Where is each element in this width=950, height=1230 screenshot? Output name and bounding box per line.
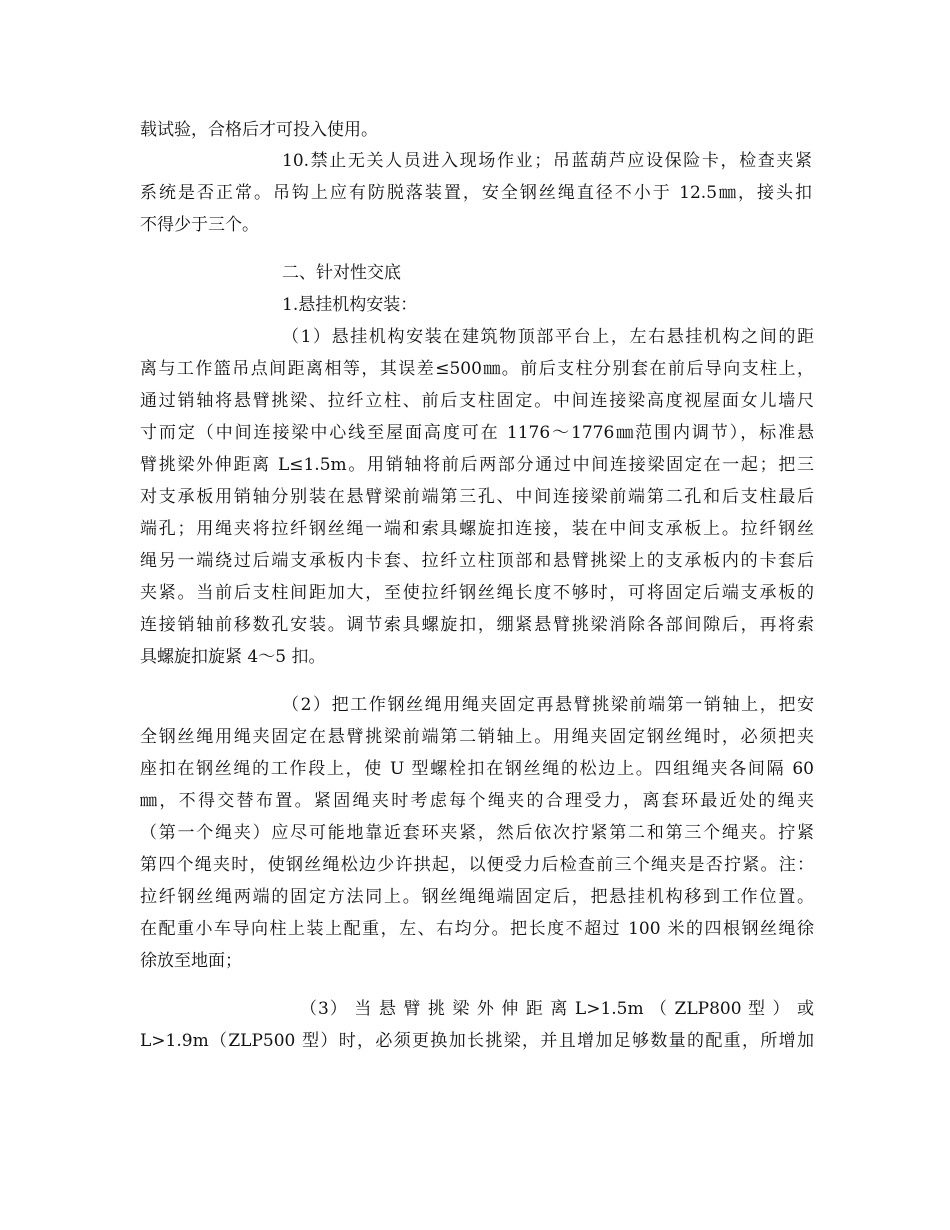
text-line: 端孔；用绳夹将拉纤钢丝绳一端和索具螺旋扣连接，装在中间支承板上。拉纤钢丝 [140,519,814,539]
text-line: 载试验，合格后才可投入使用。 [140,120,378,140]
text-line: 通过销轴将悬臂挑梁、拉纤立柱、前后支柱固定。中间连接梁高度视屋面女儿墙尺 [140,391,814,411]
text-line: L>1.9m（ZLP500 型）时，必须更换加长挑梁，并且增加足够数量的配重，所增加 [140,1031,814,1051]
text-line: 系统是否正常。吊钩上应有防脱落装置，安全钢丝绳直径不小于 12.5㎜，接头扣 [140,183,812,203]
text-line: （3） 当 悬 臂 挑 梁 外 伸 距 离 L>1.5m （ ZLP800 型 ） 或 [300,999,814,1019]
text-line: 拉纤钢丝绳两端的固定方法同上。钢丝绳绳端固定后，把悬挂机构移到工作位置。 [140,887,814,907]
section-heading: 二、针对性交底 [282,263,401,283]
text-line: 绳另一端绕过后端支承板内卡套、拉纤立柱顶部和悬臂挑梁上的支承板内的卡套后 [140,551,814,571]
text-line: 10.禁止无关人员进入现场作业；吊蓝葫芦应设保险卡，检查夹紧 [282,151,812,171]
text-line: ㎜，不得交替布置。紧固绳夹时考虑每个绳夹的合理受力，离套环最近处的绳夹 [140,791,814,811]
text-line: （第一个绳夹）应尽可能地靠近套环夹紧，然后依次拧紧第二和第三个绳夹。拧紧 [140,823,814,843]
text-line: 具螺旋扣旋紧 4～5 扣。 [140,647,326,667]
text-line: 不得少于三个。 [140,215,259,235]
text-line: 连接销轴前移数孔安装。调节索具螺旋扣，绷紧悬臂挑梁消除各部间隙后，再将索 [140,615,814,635]
text-line: 寸而定（中间连接梁中心线至屋面高度可在 1176～1776㎜范围内调节），标准悬 [140,423,814,443]
text-line: （2）把工作钢丝绳用绳夹固定再悬臂挑梁前端第一销轴上，把安 [282,695,814,715]
text-line: 全钢丝绳用绳夹固定在悬臂挑梁前端第二销轴上。用绳夹固定钢丝绳时，必须把夹 [140,727,814,747]
text-line: （1）悬挂机构安装在建筑物顶部平台上，左右悬挂机构之间的距 [282,327,814,347]
subsection-heading: 1.悬挂机构安装： [282,295,418,315]
text-line: 臂挑梁外伸距离 L≤1.5m。用销轴将前后两部分通过中间连接梁固定在一起；把三 [140,455,814,475]
text-line: 对支承板用销轴分别装在悬臂梁前端第三孔、中间连接梁前端第二孔和后支柱最后 [140,487,814,507]
text-line: 座扣在钢丝绳的工作段上，使 U 型螺栓扣在钢丝绳的松边上。四组绳夹各间隔 60 [140,759,814,779]
text-line: 夹紧。当前后支柱间距加大，至使拉纤钢丝绳长度不够时，可将固定后端支承板的 [140,583,814,603]
text-line: 离与工作篮吊点间距离相等，其误差≤500㎜。前后支柱分别套在前后导向支柱上， [140,359,814,379]
text-line: 徐放至地面； [140,951,242,971]
text-line: 第四个绳夹时，使钢丝绳松边少许拱起，以便受力后检查前三个绳夹是否拧紧。注： [140,855,814,875]
text-line: 在配重小车导向柱上装上配重，左、右均分。把长度不超过 100 米的四根钢丝绳徐 [140,919,814,939]
